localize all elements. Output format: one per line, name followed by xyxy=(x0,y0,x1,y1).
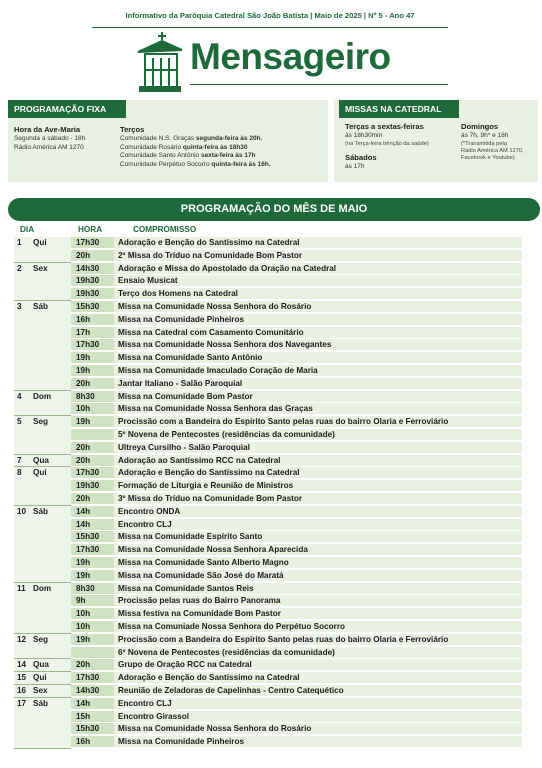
terco-line: Comunidade Rosário quinta-feira às 18h30 xyxy=(120,143,248,151)
schedule-row xyxy=(71,621,522,633)
row-time: 17h xyxy=(71,327,114,339)
day-number: 17 xyxy=(17,698,27,708)
day-number: 8 xyxy=(17,468,22,478)
day-label: Qui xyxy=(33,238,47,247)
day-label: Seg xyxy=(33,417,49,427)
schedule-row xyxy=(71,455,522,467)
schedule-row xyxy=(71,378,522,390)
schedule-row xyxy=(71,442,522,454)
row-time: 10h xyxy=(71,403,114,415)
row-time: 14h30 xyxy=(71,685,114,697)
tercas-note: (na Terça-feira bênção da saúde) xyxy=(345,140,429,147)
schedule-row xyxy=(71,263,522,275)
schedule-row xyxy=(71,506,522,518)
schedule-row xyxy=(71,557,522,569)
row-event: Formação de Liturgia e Reunião de Ministros xyxy=(114,480,522,492)
day-label: Seg xyxy=(33,634,49,644)
row-time: 14h30 xyxy=(71,263,114,275)
day-number: 7 xyxy=(17,455,22,465)
row-event: Missa na Comunidade Santo Alberto Magno xyxy=(114,557,522,569)
schedule-row xyxy=(71,493,522,505)
sabados-time: às 17h xyxy=(345,162,365,170)
row-event: Missa na Comunidade Bom Pastor xyxy=(114,391,522,403)
row-event: Procissão com a Bandeira do Espírito Santo pelas ruas do bairro Olaria e Ferroviário xyxy=(114,634,522,646)
row-event: Missa na Comunidade Nossa Senhora das Graças xyxy=(114,403,522,415)
schedule-row xyxy=(71,736,522,748)
row-event: Missa na Comunidade Pinheiros xyxy=(114,314,522,326)
row-event: Adoração e Missa do Apostolado da Oração na Catedral xyxy=(114,263,522,275)
schedule-row xyxy=(71,429,522,441)
row-event: Missa na Comunidade Nossa Senhora do Rosário xyxy=(114,723,522,735)
row-event: Procissão pelas ruas do Bairro Panorama xyxy=(114,595,522,607)
day-separator xyxy=(14,748,71,749)
row-time: 20h xyxy=(71,378,114,390)
schedule-row xyxy=(71,723,522,735)
domingos-title: Domingos xyxy=(461,122,499,131)
tagline: Informativo da Paróquia Catedral São João Batista | Maio de 2025 | Nº 5 - Ano 47 xyxy=(125,11,415,20)
row-time: 17h30 xyxy=(71,672,114,684)
row-event: Ultreya Cursilho - Salão Paroquial xyxy=(114,442,522,454)
schedule-row xyxy=(71,403,522,415)
row-event: 2º Missa do Tríduo na Comunidade Bom Pastor xyxy=(114,250,522,262)
row-event: Terço dos Homens na Catedral xyxy=(114,288,522,300)
row-event: Missa na Comunidade São José do Maratá xyxy=(114,570,522,582)
schedule-row xyxy=(71,250,522,262)
schedule-row xyxy=(71,314,522,326)
row-time: 19h30 xyxy=(71,288,114,300)
row-event: Grupo de Oração RCC na Catedral xyxy=(114,659,522,671)
day-number: 1 xyxy=(17,238,22,247)
row-time: 16h xyxy=(71,736,114,748)
row-time: 19h xyxy=(71,557,114,569)
row-event: Reunião de Zeladoras de Capelinhas - Centro Catequético xyxy=(114,685,522,697)
day-number: 11 xyxy=(17,583,26,593)
day-number: 5 xyxy=(17,417,22,427)
terco-line: Comunidade Perpétuo Socorro quinta-feira às 16h. xyxy=(120,160,271,168)
tercas-block xyxy=(345,121,457,171)
schedule-row xyxy=(71,531,522,543)
day-label: Qua xyxy=(33,455,49,465)
schedule-row xyxy=(71,352,522,364)
row-event: Adoração e Benção do Santíssimo na Catedral xyxy=(114,237,522,249)
schedule-row xyxy=(71,467,522,479)
day-number: 15 xyxy=(17,673,27,683)
row-event: Jantar Italiano - Salão Paroquial xyxy=(114,378,522,390)
row-time: 10h xyxy=(71,608,114,620)
ave-maria-line: Rádio América AM 1270 xyxy=(14,143,84,151)
row-time: 17h30 xyxy=(71,339,114,351)
row-event: Adoração ao Santíssimo RCC na Catedral xyxy=(114,455,522,467)
row-time: 20h xyxy=(71,442,114,454)
domingos-note: Rádio América AM 1270, xyxy=(461,147,524,154)
row-time: 17h30 xyxy=(71,237,114,249)
row-time: 19h xyxy=(71,634,114,646)
row-time: 20h xyxy=(71,659,114,671)
schedule-row xyxy=(71,544,522,556)
day-label: Dom xyxy=(33,583,52,593)
row-time: 19h30 xyxy=(71,480,114,492)
day-number: 2 xyxy=(17,263,22,273)
schedule-row xyxy=(71,339,522,351)
row-event: Missa na Catedral com Casamento Comunitário xyxy=(114,327,522,339)
row-time: 15h30 xyxy=(71,723,114,735)
row-time: 20h xyxy=(71,250,114,262)
schedule-row xyxy=(71,685,522,697)
day-band xyxy=(14,301,71,391)
row-event: Encontro CLJ xyxy=(114,698,522,710)
day-number: 16 xyxy=(17,686,27,695)
row-time: 15h30 xyxy=(71,531,114,543)
row-time: 19h30 xyxy=(71,275,114,287)
col-compromisso: COMPROMISSO xyxy=(133,225,197,234)
row-event: Missa na Comunidade Nossa Senhora dos Navegantes xyxy=(114,339,522,351)
schedule-row xyxy=(71,647,522,659)
row-event: Missa na Comunidade Pinheiros xyxy=(114,736,522,748)
row-time: 16h xyxy=(71,314,114,326)
row-time: 15h xyxy=(71,711,114,723)
newsletter-title: Mensageiro xyxy=(190,36,391,77)
row-time xyxy=(71,647,114,659)
row-event: Adoração e Benção do Santíssimo na Catedral xyxy=(114,467,522,479)
row-event: Procissão com a Bandeira do Espírito Santo pelas ruas do bairro Olaria e Ferroviário xyxy=(114,416,522,428)
schedule-row xyxy=(71,519,522,531)
ave-maria-block xyxy=(14,124,114,152)
row-time: 8h30 xyxy=(71,391,114,403)
schedule-row xyxy=(71,608,522,620)
tercos-block xyxy=(120,124,326,169)
schedule-row xyxy=(71,480,522,492)
terco-line: Comunidade Santo Antônio sexta-feira às 17h xyxy=(120,152,256,160)
row-event: Missa na Comunidade Santos Reis xyxy=(114,583,522,595)
schedule-row xyxy=(71,711,522,723)
programacao-mes-banner: PROGRAMAÇÃO DO MÊS DE MAIO xyxy=(8,198,540,221)
day-label: Sáb xyxy=(33,506,49,516)
col-hora: HORA xyxy=(78,225,103,234)
day-label: Sex xyxy=(33,686,48,695)
tercas-time: às 18h30min xyxy=(345,132,383,139)
row-event: Missa na Comunidade Nossa Senhora do Rosário xyxy=(114,301,522,313)
schedule-row xyxy=(71,365,522,377)
ave-maria-title: Hora da Ave-Maria xyxy=(14,125,81,134)
row-time: 20h xyxy=(71,455,114,467)
row-event: Encontro ONDA xyxy=(114,506,522,518)
row-event: Missa na Comunidade Nossa Senhora Aparecida xyxy=(114,544,522,556)
row-time: 19h xyxy=(71,416,114,428)
row-event: Missa festiva na Comunidade Bom Pastor xyxy=(114,608,522,620)
col-dia: DIA xyxy=(20,225,35,234)
tercas-title: Terças a sextas-feiras xyxy=(345,122,424,131)
day-label: Sáb xyxy=(33,698,49,708)
schedule-row xyxy=(71,301,522,313)
domingos-time: às 7h, 9h* e 18h xyxy=(461,132,509,139)
day-number: 12 xyxy=(17,634,27,644)
title-rule xyxy=(190,84,448,85)
row-time: 19h xyxy=(71,352,114,364)
row-event: Missa na Comuniade Nossa Senhora do Perpétuo Socorro xyxy=(114,621,522,633)
schedule-row xyxy=(71,672,522,684)
domingos-note: Facebook e Youtube) xyxy=(461,154,515,161)
day-label: Qua xyxy=(33,660,49,670)
row-time: 17h30 xyxy=(71,467,114,479)
day-label: Qui xyxy=(33,468,47,478)
row-time xyxy=(71,429,114,441)
row-event: 5º Novena de Pentecostes (residências da comunidade) xyxy=(114,429,522,441)
day-number: 3 xyxy=(17,302,22,311)
schedule-row xyxy=(71,288,522,300)
row-time: 10h xyxy=(71,621,114,633)
row-time: 8h30 xyxy=(71,583,114,595)
day-label: Sex xyxy=(33,263,48,273)
schedule-row xyxy=(71,327,522,339)
schedule-row xyxy=(71,659,522,671)
terco-line: Comunidade N.S. Graças segunda-feira às 20h, xyxy=(120,135,263,142)
day-number: 10 xyxy=(17,506,27,516)
row-event: Encontro CLJ xyxy=(114,519,522,531)
row-event: Ensaio Musicat xyxy=(114,275,522,287)
domingos-block xyxy=(461,121,539,162)
sabados-title: Sábados xyxy=(345,152,377,162)
tercos-title: Terços xyxy=(120,125,145,134)
row-event: Missa na Comunidade Imaculado Coração de Maria xyxy=(114,365,522,377)
missas-catedral-heading: MISSAS NA CATEDRAL xyxy=(339,100,459,118)
domingos-note: (*Transmitida pela xyxy=(461,140,507,147)
schedule-row xyxy=(71,237,522,249)
row-event: Encontro Girassol xyxy=(114,711,522,723)
ave-maria-line: Segunda a sábado - 18h xyxy=(14,135,86,142)
row-event: Missa na Comunidade Santo Antônio xyxy=(114,352,522,364)
schedule-row xyxy=(71,595,522,607)
row-event: Adoração e Benção do Santíssimo na Catedral xyxy=(114,672,522,684)
row-time: 17h30 xyxy=(71,544,114,556)
row-event: 6º Novena de Pentecostes (residências da comunidade) xyxy=(114,647,522,659)
row-event: 3º Missa do Tríduo na Comunidade Bom Pastor xyxy=(114,493,522,505)
row-time: 14h xyxy=(71,506,114,518)
day-number: 4 xyxy=(17,391,22,401)
row-time: 14h xyxy=(71,698,114,710)
row-time: 19h xyxy=(71,365,114,377)
schedule-row xyxy=(71,416,522,428)
cathedral-logo-icon xyxy=(135,30,185,96)
row-event: Missa na Comunidade Espírito Santo xyxy=(114,531,522,543)
day-label: Qui xyxy=(33,673,47,683)
schedule-row xyxy=(71,570,522,582)
row-time: 14h xyxy=(71,519,114,531)
day-band xyxy=(14,506,71,583)
schedule-row xyxy=(71,275,522,287)
row-time: 9h xyxy=(71,595,114,607)
row-time: 20h xyxy=(71,493,114,505)
day-label: Dom xyxy=(33,391,52,401)
programacao-fixa-heading: PROGRAMAÇÃO FIXA xyxy=(8,100,126,118)
header-rule xyxy=(92,27,448,28)
schedule-row xyxy=(71,583,522,595)
row-time: 19h xyxy=(71,570,114,582)
schedule-row xyxy=(71,698,522,710)
schedule-row xyxy=(71,391,522,403)
row-time: 15h30 xyxy=(71,301,114,313)
day-number: 14 xyxy=(17,660,27,670)
schedule-row xyxy=(71,634,522,646)
day-label: Sáb xyxy=(33,302,49,311)
